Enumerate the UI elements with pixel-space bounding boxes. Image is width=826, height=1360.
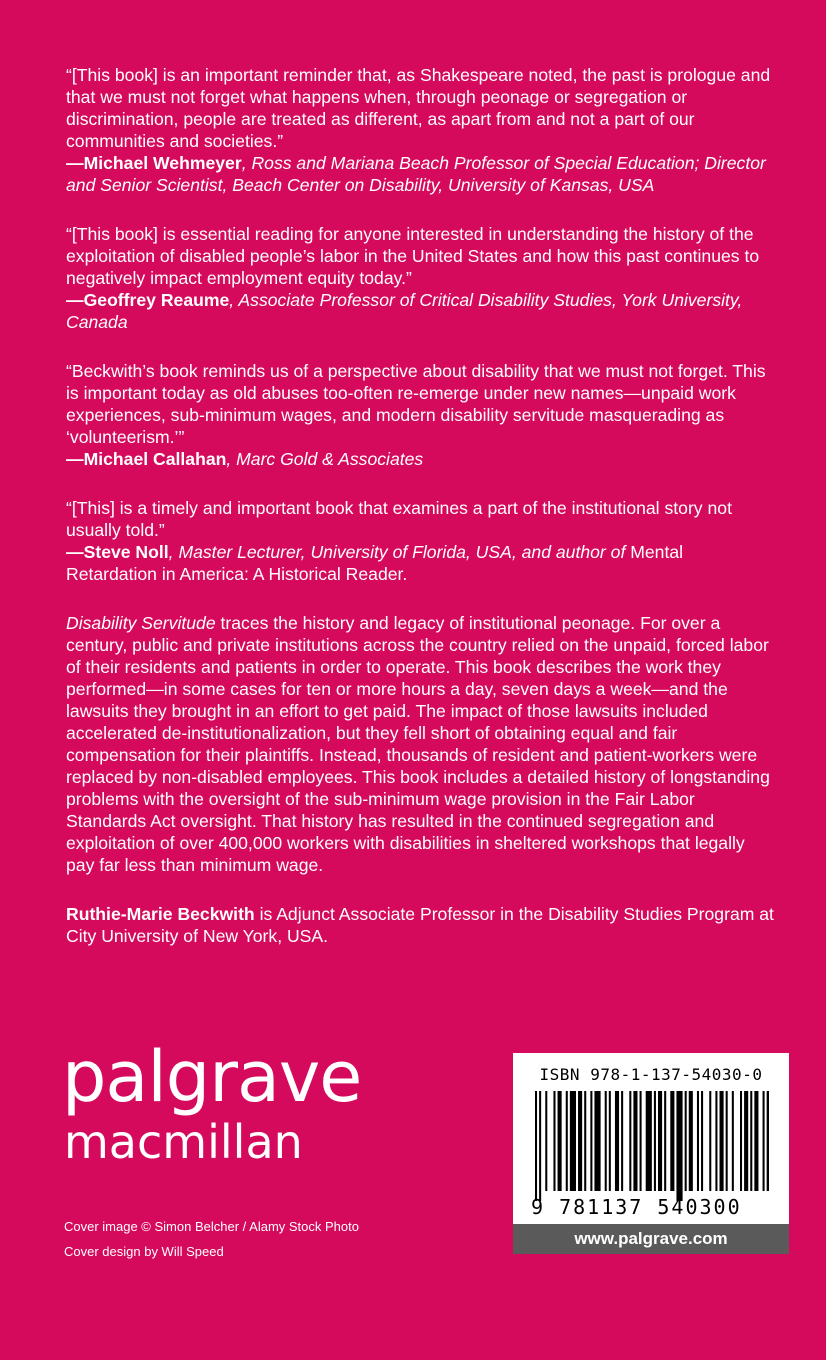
blurb-attribution [66, 448, 776, 470]
barcode-bar [726, 1091, 728, 1191]
barcode-bar [629, 1091, 631, 1191]
blurb-quote: “Beckwith’s book reminds us of a perspective about disability that we must not forget. This is important today as old abuses too-often re-emerge under new names—unpaid work experiences, sub-minimum wages, and modern disability servitude masquerading as ‘volunteerism.’” [66, 361, 766, 447]
blurb-author-affiliation: , Ross and Mariana Beach Professor of Special Education; Director and Senior Scientist, Beach Center on Disability, University of Kansas, USA [66, 153, 766, 195]
barcode-bar [584, 1091, 586, 1191]
barcode-bar [553, 1091, 555, 1191]
blurb-reaume [66, 223, 776, 333]
barcode-icon [533, 1091, 769, 1201]
blurb-author-name: —Michael Callahan [66, 449, 227, 469]
barcode-bar [558, 1091, 562, 1191]
author-bio [66, 903, 776, 947]
barcode-bar [578, 1091, 582, 1191]
barcode-bar [594, 1091, 600, 1191]
cover-image-credit: Cover image © Simon Belcher / Alamy Stock Photo [64, 1219, 359, 1234]
barcode-bar [720, 1091, 724, 1191]
author-name: Ruthie-Marie Beckwith [66, 904, 255, 924]
author-bio-text: is Adjunct Associate Professor in the Disability Studies Program at City University of New York, USA. [66, 904, 774, 946]
barcode-bar [763, 1091, 765, 1191]
barcode-bar [570, 1091, 576, 1191]
blurb-author-name: —Geoffrey Reaume [66, 290, 230, 310]
barcode-bar [658, 1091, 662, 1191]
barcode-bar [545, 1091, 547, 1191]
barcode-bar [689, 1091, 693, 1191]
barcode-bar [633, 1091, 637, 1191]
barcode-bar [767, 1091, 769, 1191]
barcode-bar [670, 1091, 674, 1191]
blurb-noll [66, 497, 776, 585]
publisher-logo [62, 1036, 362, 1170]
description-text: traces the history and legacy of institutional peonage. For over a century, public and private institutions across the country relied on the unpaid, forced labor of their residents and patients in order to operate. This book describes the work they performed—in some cases for ten or more hours a day, seven days a week—and the lawsuits they brought in an effort to get paid. The impact of those lawsuits included accelerated de-institutionalization, but they fell short of obtaining equal and fair compensation for their plaintiffs. Instead, thousands of resident and patient-workers were replaced by non-disabled employees. This book includes a detailed history of longstanding problems with the oversight of the sub-minimum wage provision in the Fair Labor Standards Act oversight. That history has resulted in the continued segregation and exploitation of over 400,000 workers with disabilities in sheltered workshops that legally pay far less than minimum wage. [66, 613, 770, 875]
barcode-bar [701, 1091, 703, 1191]
barcode-digits: 9 781137 540300 [531, 1195, 742, 1219]
barcode-bar [539, 1091, 541, 1201]
blurb-wehmeyer [66, 64, 776, 196]
cover-design-credit: Cover design by Will Speed [64, 1244, 224, 1259]
barcode-bar [654, 1091, 656, 1191]
blurb-author-affiliation: , Marc Gold & Associates [226, 449, 424, 469]
barcode-bar [685, 1091, 687, 1191]
blurb-attribution [66, 541, 776, 585]
barcode-bar [605, 1091, 607, 1191]
barcode-bar [744, 1091, 748, 1191]
blurb-author-affiliation: , Master Lecturer, University of Florida, USA, and author of [168, 542, 631, 562]
blurb-author-name: —Steve Noll [66, 542, 169, 562]
book-title: Disability Servitude [66, 613, 216, 633]
blurb-author-name: —Michael Wehmeyer [66, 153, 242, 173]
barcode-bar [566, 1091, 568, 1191]
barcode-bar [754, 1091, 758, 1191]
publisher-website: www.palgrave.com [513, 1224, 789, 1254]
blurb-attribution [66, 152, 776, 196]
book-description [66, 612, 776, 876]
barcode-bar [750, 1091, 752, 1191]
blurb-author-affiliation: , Associate Professor of Critical Disability Studies, York University, Canada [66, 290, 743, 332]
barcode-bar [732, 1091, 734, 1191]
blurb-attribution [66, 289, 776, 333]
barcode-bar [664, 1091, 666, 1191]
barcode-bar [646, 1091, 652, 1191]
blurb-callahan [66, 360, 776, 470]
barcode-bar [640, 1091, 642, 1191]
cover-credits [64, 1214, 359, 1264]
blurb-quote: “[This] is a timely and important book that examines a part of the institutional story not usually told.” [66, 498, 732, 540]
barcode-bar [590, 1091, 592, 1191]
isbn-label: ISBN 978-1-137-54030-0 [539, 1065, 763, 1084]
blurb-quote: “[This book] is essential reading for anyone interested in understanding the history of the exploitation of disabled people’s labor in the United States and how this past continues to negatively impact employment equity today.” [66, 224, 760, 288]
barcode-bar [697, 1091, 699, 1191]
publisher-logo-line2: macmillan [64, 1115, 303, 1169]
barcode-bar [621, 1091, 623, 1191]
barcode-bar [709, 1091, 711, 1191]
back-cover-text [66, 64, 776, 974]
barcode-bar [715, 1091, 717, 1191]
blurb-quote: “[This book] is an important reminder that, as Shakespeare noted, the past is prologue and that we must not forget what happens when, through peonage or segregation or discrimination, people are treated as different, as apart from and not a part of our communities and societies.” [66, 65, 771, 151]
publisher-logo-line1: palgrave [62, 1036, 362, 1118]
barcode-bar [676, 1091, 682, 1201]
blurb-work-title: Mental Retardation in America: A Historical Reader. [66, 542, 684, 584]
barcode-bar [609, 1091, 611, 1191]
barcode-bar [615, 1091, 619, 1191]
barcode-bar [535, 1091, 537, 1201]
isbn-barcode-box [513, 1053, 789, 1224]
barcode-bar [740, 1091, 742, 1191]
